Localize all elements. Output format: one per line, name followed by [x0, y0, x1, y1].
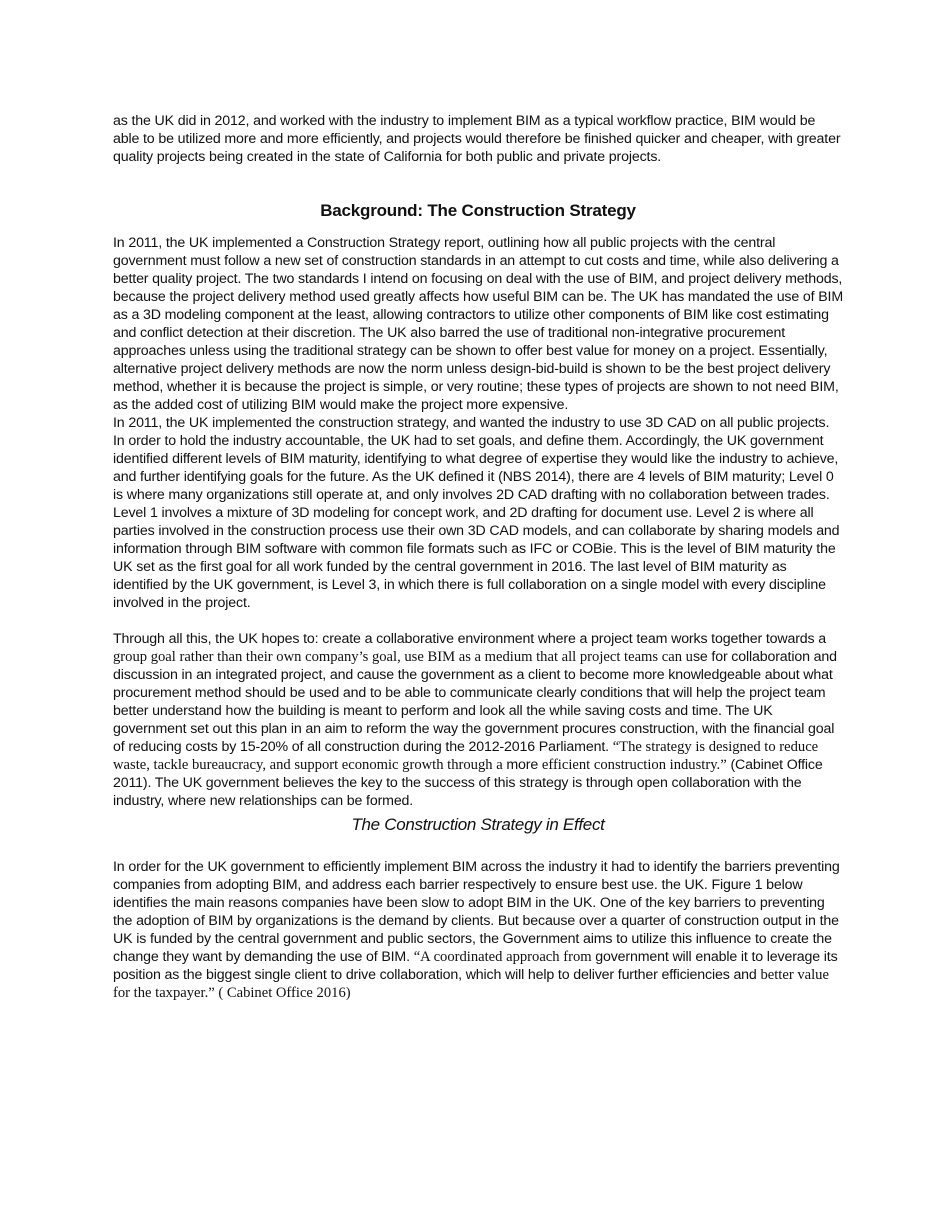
spacer — [113, 612, 843, 630]
paragraph-text: se for collaboration and discussion in an integrated project, and cause the government as a client to become more knowledgeable about what procurement method should be used and to be able to communicate clearly conditions that will help the project team better understand how the building is meant to perform and look all the while saving costs and time. The UK government set out this plan in an aim to reform the way the government procures construction, with the financial goal of reducing costs by 15-20% of all construction during the 2012-2016 Parliament. — [113, 649, 837, 755]
paragraph-text: government will enable it to leverage its position as the biggest single client to drive collaboration, which will help to deliver further efficiencies and — [113, 949, 838, 983]
paragraph-text: Through all this, the UK hopes to: create a collaborative environment where a project team works together towards a — [113, 631, 826, 647]
paragraph-text: In order for the UK government to efficiently implement BIM across the industry it had to identify the barriers preventing companies from adopting BIM, and address each barrier respectively to ensure best use. the UK. Figure 1 below identifies the main reasons companies have been slow to adopt BIM in the UK. One of the key barriers to preventing the adoption of BIM by organizations is the demand by clients. But because over a quarter of construction output in the UK is funded by the central government and public sectors, the Government aims to utilize this influence to create the change they want by demanding the use of BIM. — [113, 859, 840, 965]
quotation: “A coordinated approach from — [413, 949, 596, 965]
paragraph-text: more — [506, 757, 542, 773]
quotation: better value for the taxpayer.” ( Cabinet Office 2016) — [113, 967, 829, 1001]
background-paragraph-1: In 2011, the UK implemented a Construction Strategy report, outlining how all public projects with the central government must follow a new set of construction standards in an attempt to cut costs and time, while also delivering a better quality project. The two standards I intend on focusing on deal with the use of BIM, and project delivery methods, because the project delivery method used greatly affects how useful BIM can be. The UK has mandated the use of BIM as a 3D modeling component at the least, allowing contractors to utilize other components of BIM like cost estimating and conflict detection at their discretion. The UK also barred the use of traditional non-integrative procurement approaches unless using the traditional strategy can be shown to offer best value for money on a project. Essentially, alternative project delivery methods are now the norm unless design-bid-build is shown to be the best project delivery method, whether it is because the project is simple, or very routine; these types of projects are shown to not need BIM, as the added cost of utilizing BIM would make the project more expensive. — [113, 235, 844, 413]
spacer — [113, 836, 843, 858]
quotation: “The strategy is designed to reduce waste, tackle bureaucracy, and support economic growth through a — [113, 739, 819, 773]
section-heading-background: Background: The Construction Strategy — [320, 201, 636, 220]
citation-text: (Cabinet Office 2011). The UK government believes the key to the success of this strategy is through open collaboration with the industry, where new relationships can be formed. — [113, 757, 823, 809]
section-heading-in-effect: The Construction Strategy in Effect — [351, 815, 605, 834]
intro-paragraph: as the UK did in 2012, and worked with the industry to implement BIM as a typical workflow practice, BIM would be able to be utilized more and more efficiently, and projects would therefore be finished quicker and cheaper, with greater quality projects being created in the state of California for both public and private projects. — [113, 113, 841, 165]
background-paragraph-2: In 2011, the UK implemented the construction strategy, and wanted the industry to use 3D CAD on all public projects. In order to hold the industry accountable, the UK had to set goals, and define them. Accordingly, the UK government identified different levels of BIM maturity, identifying to what degree of expertise they would like the industry to achieve, and further identifying goals for the future. As the UK defined it (NBS 2014), there are 4 levels of BIM maturity; Level 0 is where many organizations still operate at, and only involves 2D CAD drafting with no collaboration between trades. Level 1 involves a mixture of 3D modeling for concept work, and 2D drafting for document use. Level 2 is where all parties involved in the construction process use their own 3D CAD models, and can collaborate by sharing models and information through BIM software with common file formats such as IFC or COBie. This is the level of BIM maturity the UK set as the first goal for all work funded by the central government in 2016. The last level of BIM maturity as identified by the UK government, is Level 3, in which there is full collaboration on a single model with every discipline involved in the project. — [113, 415, 840, 611]
spacer — [113, 222, 843, 234]
paragraph-text-serif: group goal rather than their own company’s goal, use BIM as a medium that all project teams can u — [113, 649, 693, 665]
background-paragraph-3 — [113, 630, 843, 810]
quotation: efficient construction industry.” — [541, 757, 727, 773]
spacer — [113, 166, 843, 200]
in-effect-paragraph — [113, 858, 843, 1002]
document-page — [113, 112, 843, 1002]
